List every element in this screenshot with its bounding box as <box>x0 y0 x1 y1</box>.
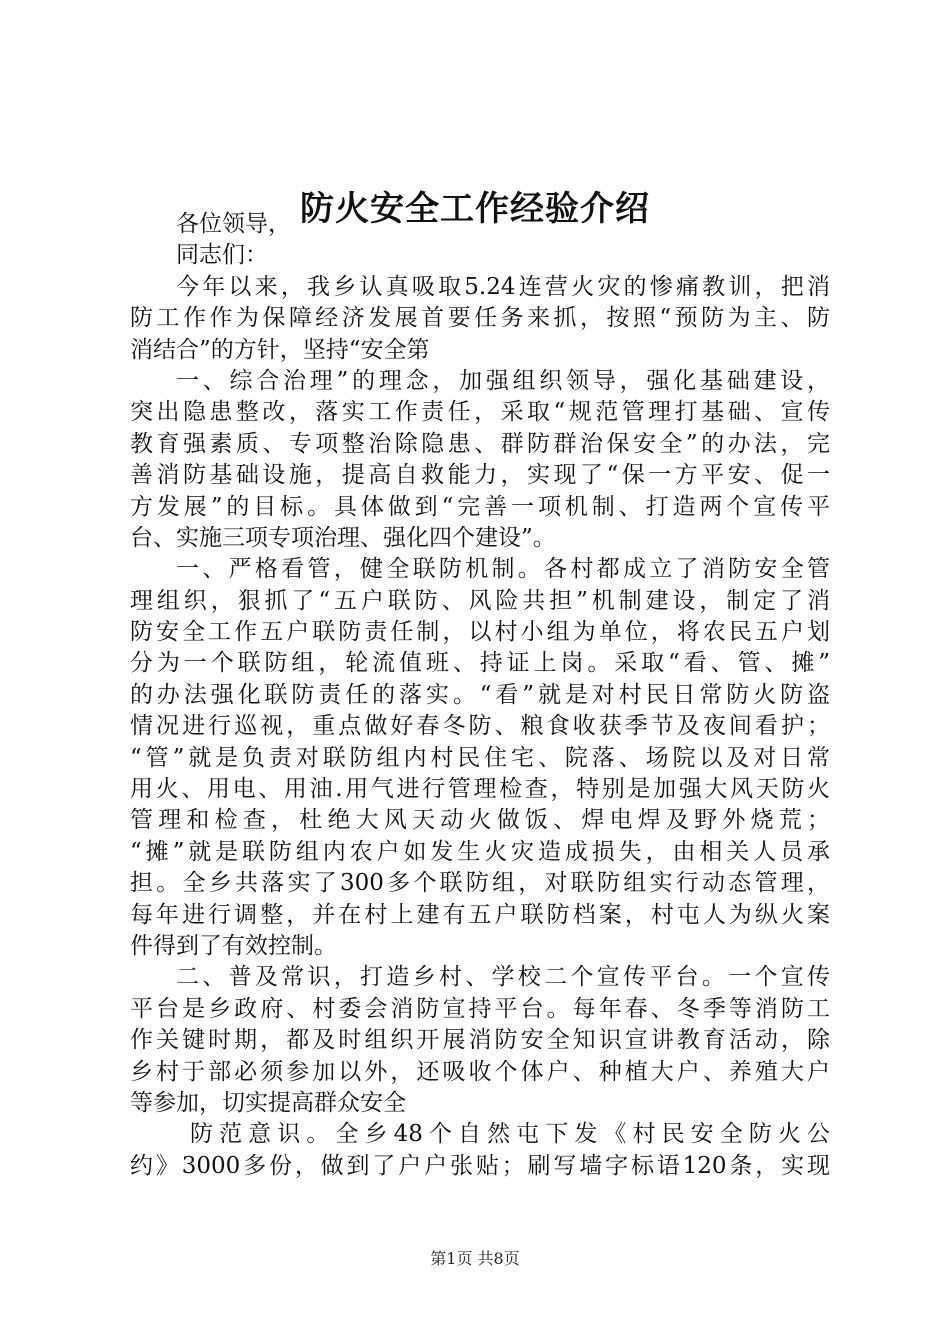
text-line: 情况进行巡视，重点做好春冬防、粮食收获季节及夜间看护； <box>130 713 830 740</box>
text-line: 同志们： <box>176 242 268 269</box>
text-line: 理组织，狠抓了“五户联防、风险共担”机制建设，制定了消 <box>130 587 830 614</box>
document-title: 防火安全工作经验介绍 <box>300 189 650 229</box>
text-line: 一、严格看管，健全联防机制。各村都成立了消防安全管 <box>176 556 830 583</box>
text-line: “管”就是负责对联防组内村民住宅、院落、场院以及对日常 <box>130 744 830 771</box>
document-body <box>130 209 830 1182</box>
text-line: 教育强素质、专项整治除隐患、群防群治保安全”的办法，完 <box>130 430 830 457</box>
text-line: 等参加，切实提高群众安全 <box>130 1089 406 1116</box>
page-footer: 第1页 共8页 <box>430 1249 520 1268</box>
text-line: 分为一个联防组，轮流值班、持证上岗。采取“看、管、摊” <box>130 650 830 677</box>
text-line: 作关键时期，都及时组织开展消防安全知识宣讲教育活动，除 <box>130 1027 830 1054</box>
text-line: 每年进行调整，并在村上建有五户联防档案，村屯人为纵火案 <box>130 901 830 928</box>
text-line: 突出隐患整改，落实工作责任，采取“规范管理打基础、宣传 <box>130 399 830 426</box>
text-line: 消结合”的方针，坚持“安全第 <box>130 336 430 363</box>
text-line: 件得到了有效控制。 <box>130 932 337 959</box>
text-line: 台、实施三项专项治理、强化四个建设”。 <box>130 524 556 551</box>
text-line: 用火、用电、用油.用气进行管理检查，特别是加强大风天防火 <box>130 776 830 803</box>
text-line: 二、普及常识，打造乡村、学校二个宣传平台。一个宣传 <box>176 964 830 991</box>
text-line: 平台是乡政府、村委会消防宣持平台。每年春、冬季等消防工 <box>130 995 830 1022</box>
text-line: 管理和检查，杜绝大风天动火做饭、焊电焊及野外烧荒； <box>130 807 830 834</box>
text-line: 各位领导， <box>176 211 291 237</box>
text-line: 的办法强化联防责任的落实。“看”就是对村民日常防火防盗 <box>130 681 830 708</box>
text-line: 善消防基础设施，提高自救能力，实现了“保一方平安、促一 <box>130 462 830 489</box>
text-line: 约》3000多份，做到了户户张贴；刷写墙字标语120条，实现 <box>130 1152 830 1179</box>
text-line: 乡村于部必须参加以外，还吸收个体户、种植大户、养殖大户 <box>130 1058 830 1085</box>
text-line: 方发展”的目标。具体做到“完善一项机制、打造两个宣传平 <box>130 493 830 520</box>
text-line: 今年以来，我乡认真吸取5.24连营火灾的惨痛教训，把消 <box>176 273 830 300</box>
text-line: 防范意识。全乡48个自然屯下发《村民安全防火公 <box>190 1121 830 1148</box>
text-line: 一、综合治理”的理念，加强组织领导，强化基础建设， <box>176 367 830 394</box>
text-line: “摊”就是联防组内农户如发生火灾造成损失，由相关人员承 <box>130 838 830 865</box>
text-line: 防安全工作五户联防责任制，以村小组为单位，将农民五户划 <box>130 619 830 646</box>
text-line: 担。全乡共落实了300多个联防组，对联防组实行动态管理， <box>130 870 830 897</box>
text-line: 防工作作为保障经济发展首要任务来抓，按照“预防为主、防 <box>130 305 830 332</box>
